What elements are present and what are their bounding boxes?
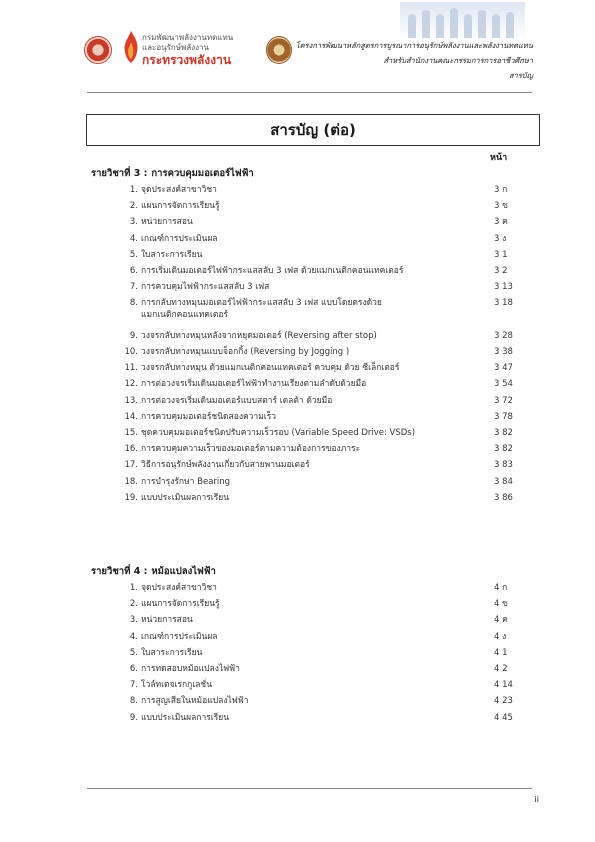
toc-entry-page: 3 54 <box>494 379 513 390</box>
toc-entry-title-line: หน่วยการสอน <box>141 217 193 228</box>
toc-entry-number: 5. <box>129 249 138 260</box>
flame-logo-icon <box>122 30 140 64</box>
toc-entry-title <box>141 598 481 610</box>
toc-entry-title <box>141 281 481 293</box>
header-people-graphic <box>400 2 525 40</box>
toc-entry-title <box>141 216 481 228</box>
project-line-1: โครงการพัฒนาหลักสูตรการบูรณาการอนุรักษ์พลังงานและพลังงานทดแทน <box>295 41 533 50</box>
toc-entry-page: 3 ข <box>494 201 508 212</box>
toc-entry-number: 11. <box>124 363 138 374</box>
toc-entry-number: 10. <box>124 347 138 357</box>
toc-entry-title-line: จุดประสงค์สาขาวิชา <box>141 583 217 593</box>
toc-entry-number: 2. <box>129 201 138 212</box>
toc-entry-title-line: แผนการจัดการเรียนรู้ <box>141 599 220 610</box>
toc-entry-number: 9. <box>129 712 138 723</box>
toc-entry-title-line: การกลับทางหมุนมอเตอร์ไฟฟ้ากระแสสลับ 3 เฟส แบบโดยตรงด้วย <box>141 298 382 309</box>
toc-entry-title <box>141 492 481 504</box>
toc-entry-page: 4 ข <box>494 599 508 610</box>
toc-entry-number: 7. <box>129 282 138 293</box>
toc-entry-page: 3 72 <box>494 395 513 406</box>
dept-line-1: กรมพัฒนาพลังงานทดแทน <box>142 33 234 42</box>
toc-entry-page: 3 82 <box>494 428 513 438</box>
toc-entry-title <box>141 265 481 277</box>
toc-entry-page: 3 78 <box>494 411 513 422</box>
toc-entry-page: 3 18 <box>494 298 513 309</box>
toc-entry-page: 4 ก <box>494 583 508 593</box>
toc-entry-title-line: เกณฑ์การประเมินผล <box>141 631 218 642</box>
toc-entry-title <box>141 411 481 423</box>
toc-entry-title <box>141 297 481 321</box>
page-title: สารบัญ (ต่อ) <box>86 114 540 146</box>
section-name: หม้อแปลงไฟฟ้า <box>151 566 216 577</box>
toc-entry-page: 4 23 <box>494 696 513 707</box>
toc-entry-title-line: ใบสาระการเรียน <box>141 249 203 260</box>
toc-entry-number: 7. <box>129 680 138 691</box>
toc-entry-title-line: วงจรกลับทางหมุนแบบจ็อกกิ้ง (Reversing by Jogging ) <box>141 347 350 357</box>
section-name: การควบคุมมอเตอร์ไฟฟ้า <box>151 168 254 179</box>
toc-entry-title <box>141 362 481 374</box>
toc-entry-number: 13. <box>124 395 138 406</box>
toc-entry-number: 19. <box>124 492 138 503</box>
ministry-name: กระทรวงพลังงาน <box>142 53 232 67</box>
toc-entry-page: 3 38 <box>494 347 513 357</box>
toc-entry-title-line: การทดสอบหม้อแปลงไฟฟ้า <box>141 664 240 674</box>
toc-entry-title <box>141 443 481 455</box>
toc-entry-number: 8. <box>129 298 138 309</box>
section-heading <box>91 166 254 181</box>
section-label: รายวิชาที่ 3 : <box>91 168 148 179</box>
toc-entry-number: 4. <box>129 631 138 642</box>
toc-entry-title <box>141 233 481 245</box>
toc-entry-number: 6. <box>129 664 138 674</box>
section-label: รายวิชาที่ 4 : <box>91 566 148 577</box>
toc-entry-title <box>141 427 481 439</box>
toc-entry-number: 14. <box>124 411 138 422</box>
toc-entry-number: 5. <box>129 647 138 658</box>
toc-entry-page: 3 47 <box>494 363 513 374</box>
seal-logo <box>266 36 292 64</box>
toc-entry-title-line: หน่วยการสอน <box>141 615 193 626</box>
toc-entry-title-line: การควบคุมความเร็วของมอเตอร์ตามความต้องการของภาระ <box>141 444 361 455</box>
toc-entry-title-line: การควบคุมมอเตอร์ชนิดสองความเร็ว <box>141 411 277 422</box>
footer-divider <box>87 788 532 789</box>
toc-entry-page: 4 1 <box>494 647 508 658</box>
toc-entry-number: 18. <box>124 476 138 487</box>
toc-entry-title <box>141 476 481 488</box>
toc-entry-title-line: โวล์ทเตจเรกกูเลชั่น <box>141 680 213 691</box>
toc-entry-number: 6. <box>129 266 138 276</box>
toc-entry-title <box>141 459 481 471</box>
toc-entry-number: 12. <box>124 379 138 390</box>
page-header <box>0 0 595 92</box>
toc-entry-page: 3 ค <box>494 217 508 228</box>
toc-entry-title <box>141 647 481 659</box>
toc-entry-title <box>141 249 481 261</box>
toc-entry-page: 4 ง <box>494 631 507 642</box>
toc-entry-title <box>141 712 481 724</box>
toc-entry-title <box>141 631 481 643</box>
toc-entry-title <box>141 184 481 196</box>
toc-entry-number: 16. <box>124 444 138 455</box>
toc-entry-number: 8. <box>129 696 138 707</box>
toc-entry-page: 3 83 <box>494 460 513 471</box>
toc-entry-number: 2. <box>129 599 138 610</box>
toc-entry-page: 3 ง <box>494 233 507 244</box>
toc-entry-page: 4 2 <box>494 664 508 674</box>
page-number: ii <box>534 795 539 804</box>
toc-entry-title-line: แบบประเมินผลการเรียน <box>141 712 230 723</box>
toc-entry-title-line: วงจรกลับทางหมุน ด้วยแมกเนติกคอนแทคเตอร์ ควบคุม ด้วย ซีเล็กเตอร์ <box>141 363 400 374</box>
toc-entry-page: 4 45 <box>494 712 513 723</box>
toc-entry-page: 4 ค <box>494 615 508 626</box>
header-divider <box>87 92 532 93</box>
toc-entry-title <box>141 582 481 594</box>
toc-entry-number: 1. <box>129 583 138 593</box>
project-title <box>296 38 533 83</box>
toc-entry-title-line: แบบประเมินผลการเรียน <box>141 492 230 503</box>
project-line-3: สารบัญ <box>509 71 533 80</box>
toc-entry-page: 3 28 <box>494 330 513 341</box>
toc-entry-title-line: การเริ่มเดินมอเตอร์ไฟฟ้ากระแสสลับ 3 เฟส ด้วยแมกเนติกคอนแทคเตอร์ <box>141 266 404 276</box>
department-name <box>142 33 233 67</box>
toc-entry-page: 3 2 <box>494 266 508 276</box>
toc-entry-title <box>141 614 481 626</box>
page-column-label: หน้า <box>490 153 508 163</box>
toc-entry-page: 3 13 <box>494 282 513 293</box>
toc-entry-title <box>141 330 481 342</box>
toc-entry-title-line: แผนการจัดการเรียนรู้ <box>141 201 220 212</box>
toc-entry-title <box>141 679 481 691</box>
toc-entry-title <box>141 346 481 358</box>
project-line-2: สำหรับสำนักงานคณะกรรมการการอาชีวศึกษา <box>383 56 533 65</box>
toc-entry-title-line: ใบสาระการเรียน <box>141 647 203 658</box>
toc-entry-title-line: ชุดควบคุมมอเตอร์ชนิดปรับความเร็วรอบ (Variable Speed Drive: VSDs) <box>141 428 416 438</box>
toc-entry-title-line: วงจรกลับทางหมุนหลังจากหยุดมอเตอร์ (Reversing after stop) <box>141 330 377 341</box>
toc-entry-title-line-2: แมกเนติกคอนแทคเตอร์ <box>141 310 229 321</box>
toc-entry-title <box>141 395 481 407</box>
toc-entry-title-line: การต่อวงจรเริ่มเดินมอเตอร์ไฟฟ้าทำงานเรียงตามลำดับด้วยมือ <box>141 379 367 390</box>
toc-entry-title-line: การบำรุงรักษา Bearing <box>141 476 231 487</box>
toc-entry-number: 17. <box>124 460 138 471</box>
section-heading <box>91 564 216 579</box>
toc-entry-page: 3 84 <box>494 476 513 487</box>
toc-entry-title-line: การควบคุมไฟฟ้ากระแสสลับ 3 เฟส <box>141 282 270 293</box>
toc-entry-title <box>141 378 481 390</box>
dept-line-2: และอนุรักษ์พลังงาน <box>142 43 209 52</box>
toc-entry-number: 15. <box>124 428 138 438</box>
toc-entry-number: 1. <box>129 185 138 195</box>
toc-entry-title-line: เกณฑ์การประเมินผล <box>141 233 218 244</box>
emblem-logo <box>84 36 112 64</box>
toc-entry-page: 3 ก <box>494 185 508 195</box>
toc-entry-title-line: การต่อวงจรเริ่มเดินมอเตอร์แบบสตาร์ เดลต้า ด้วยมือ <box>141 395 333 406</box>
toc-entry-page: 4 14 <box>494 680 513 691</box>
toc-entry-title <box>141 663 481 675</box>
toc-entry-number: 3. <box>129 615 138 626</box>
toc-entry-page: 3 1 <box>494 249 508 260</box>
toc-entry-title-line: วิธีการอนุรักษ์พลังงานเกี่ยวกับสายพานมอเตอร์ <box>141 460 310 471</box>
toc-entry-page: 3 82 <box>494 444 513 455</box>
toc-entry-title-line: การสูญเสียในหม้อแปลงไฟฟ้า <box>141 696 249 707</box>
toc-entry-page: 3 86 <box>494 492 513 503</box>
toc-entry-title <box>141 200 481 212</box>
toc-entry-title <box>141 695 481 707</box>
toc-entry-number: 9. <box>129 330 138 341</box>
toc-entry-number: 3. <box>129 217 138 228</box>
toc-entry-title-line: จุดประสงค์สาขาวิชา <box>141 185 217 195</box>
toc-entry-number: 4. <box>129 233 138 244</box>
